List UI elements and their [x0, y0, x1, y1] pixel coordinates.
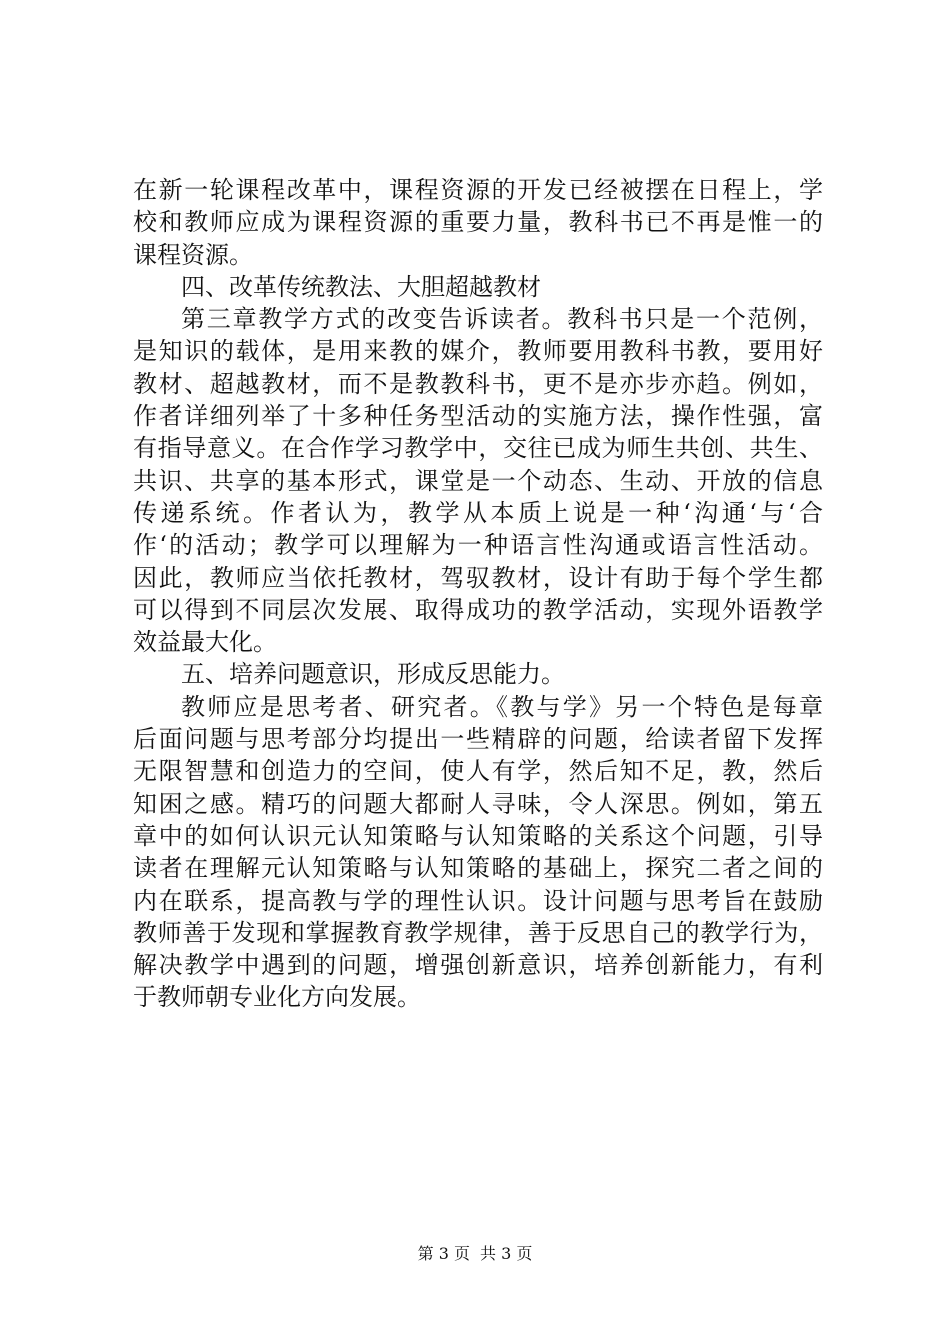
- heading-line: 四、改革传统教法、大胆超越教材: [181, 272, 541, 301]
- text-line: 可以得到不同层次发展、取得成功的教学活动，实现外语教学: [133, 595, 823, 624]
- text-line: 后面问题与思考部分均提出一些精辟的问题，给读者留下发挥: [133, 725, 823, 754]
- page-footer: [0, 1244, 950, 1264]
- text-line: 作‘的活动；教学可以理解为一种语言性沟通或语言性活动。: [133, 531, 823, 560]
- document-body: [133, 174, 823, 1014]
- text-line: 因此，教师应当依托教材，驾驭教材，设计有助于每个学生都: [133, 563, 823, 592]
- text-line: 有指导意义。在合作学习教学中，交往已成为师生共创、共生、: [133, 434, 823, 463]
- text-line: 是知识的载体，是用来教的媒介，教师要用教科书教，要用好: [133, 337, 823, 366]
- section-heading-four: [133, 271, 823, 303]
- text-line: 课程资源。: [133, 240, 253, 269]
- paragraph-curriculum-resources: [133, 174, 823, 271]
- paragraph-teaching-methods: [133, 303, 823, 658]
- text-line: 内在联系，提高教与学的理性认识。设计问题与思考旨在鼓励: [133, 886, 823, 915]
- text-line: 教师应是思考者、研究者。《教与学》另一个特色是每章: [181, 692, 823, 721]
- text-line: 读者在理解元认知策略与认知策略的基础上，探究二者之间的: [133, 854, 823, 883]
- page-number: 第 3 页: [417, 1244, 470, 1263]
- text-line: 于教师朝专业化方向发展。: [133, 983, 421, 1012]
- text-line: 校和教师应成为课程资源的重要力量，教科书已不再是惟一的: [133, 208, 823, 237]
- section-heading-five: [133, 658, 823, 690]
- text-line: 知困之感。精巧的问题大都耐人寻味，令人深思。例如，第五: [133, 789, 823, 818]
- page-total: 共 3 页: [480, 1244, 533, 1263]
- text-line: 解决教学中遇到的问题，增强创新意识，培养创新能力，有利: [133, 951, 823, 980]
- text-line: 教师善于发现和掌握教育教学规律，善于反思自己的教学行为，: [133, 918, 823, 947]
- text-line: 效益最大化。: [133, 628, 277, 657]
- text-line: 传递系统。作者认为，教学从本质上说是一种‘沟通‘与‘合: [133, 498, 823, 527]
- text-line: 无限智慧和创造力的空间，使人有学，然后知不足，教，然后: [133, 757, 823, 786]
- text-line: 作者详细列举了十多种任务型活动的实施方法，操作性强，富: [133, 402, 823, 431]
- text-line: 教材、超越教材，而不是教教科书，更不是亦步亦趋。例如，: [133, 369, 823, 398]
- text-line: 在新一轮课程改革中，课程资源的开发已经被摆在日程上，学: [133, 176, 823, 204]
- text-line: 章中的如何认识元认知策略与认知策略的关系这个问题，引导: [133, 821, 823, 850]
- text-line: 共识、共享的基本形式，课堂是一个动态、生动、开放的信息: [133, 466, 823, 495]
- text-line: 第三章教学方式的改变告诉读者。教科书只是一个范例，: [181, 305, 823, 334]
- paragraph-reflection-ability: [133, 691, 823, 1014]
- heading-line: 五、培养问题意识，形成反思能力。: [181, 660, 565, 689]
